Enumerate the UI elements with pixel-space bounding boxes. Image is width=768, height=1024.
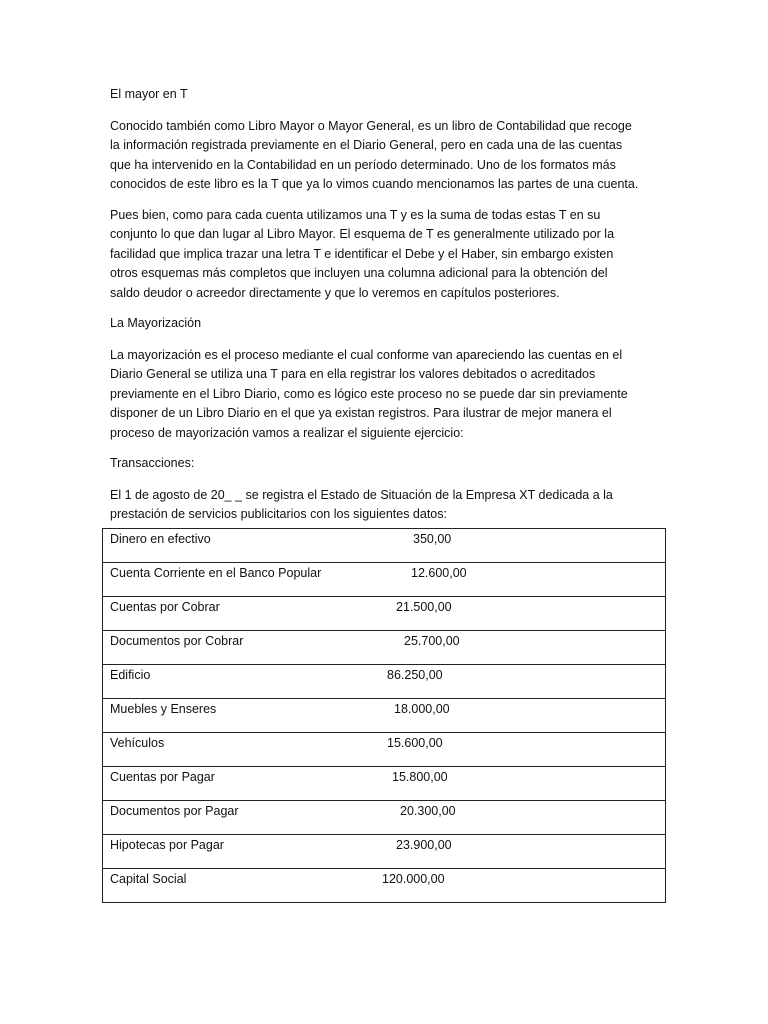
account-amount: 25.700,00 (404, 634, 460, 648)
paragraph-line: previamente en el Libro Diario, como es lógico este proceso no se puede dar sin previamente (110, 386, 628, 401)
document-body (110, 85, 666, 536)
table-row (103, 835, 666, 869)
paragraph-line: facilidad que implica trazar una letra T e identificar el Debe y el Haber, sin embargo existen (110, 246, 614, 261)
table-cell (103, 631, 666, 665)
document-title: El mayor en T (110, 87, 188, 101)
account-amount: 120.000,00 (382, 872, 445, 886)
account-amount: 23.900,00 (396, 838, 452, 852)
table-cell (103, 869, 666, 903)
account-name: Documentos por Cobrar (110, 634, 244, 648)
table-row (103, 869, 666, 903)
table-cell (103, 529, 666, 563)
account-name: Capital Social (110, 872, 187, 886)
account-amount: 15.800,00 (392, 770, 448, 784)
paragraph-mayorizacion (110, 346, 666, 444)
table-cell (103, 733, 666, 767)
account-name: Hipotecas por Pagar (110, 838, 224, 852)
account-amount: 18.000,00 (394, 702, 450, 716)
paragraph-line: prestación de servicios publicitarios con los siguientes datos: (110, 507, 447, 521)
table-row (103, 529, 666, 563)
account-amount: 15.600,00 (387, 736, 443, 750)
paragraph-line: la información registrada previamente en el Diario General, pero en cada una de las cuentas (110, 138, 623, 152)
account-amount: 12.600,00 (411, 566, 467, 580)
table-cell (103, 801, 666, 835)
table-row (103, 597, 666, 631)
account-name: Cuentas por Pagar (110, 770, 215, 784)
table-cell (103, 699, 666, 733)
table-row (103, 767, 666, 801)
paragraph-line: disponer de un Libro Diario en el que ya existan registros. Para ilustrar de mejor manera el (110, 406, 612, 420)
paragraph-line: El 1 de agosto de 20_ _ se registra el Estado de Situación de la Empresa XT dedicada a la (110, 487, 613, 502)
account-amount: 350,00 (413, 532, 452, 546)
table-cell (103, 563, 666, 597)
account-amount: 21.500,00 (396, 600, 452, 614)
accounts-table-wrapper (102, 528, 666, 903)
table-row (103, 631, 666, 665)
paragraph-line: saldo deudor o acreedor directamente y que lo veremos en capítulos posteriores. (110, 285, 560, 300)
table-row (103, 801, 666, 835)
section-heading-mayorizacion: La Mayorización (110, 316, 202, 330)
table-row (103, 733, 666, 767)
section-heading-transacciones: Transacciones: (110, 456, 195, 470)
account-name: Cuenta Corriente en el Banco Popular (110, 566, 322, 580)
paragraph-line: conocidos de este libro es la T que ya lo vimos cuando mencionamos las partes de una cuenta. (110, 177, 639, 191)
table-row (103, 665, 666, 699)
account-name: Dinero en efectivo (110, 532, 211, 546)
account-amount: 86.250,00 (387, 668, 443, 682)
paragraph-estado-situacion (110, 486, 666, 525)
accounts-table (102, 528, 666, 903)
table-cell (103, 665, 666, 699)
account-amount: 20.300,00 (400, 804, 456, 818)
paragraph-line: que ha intervenido en la Contabilidad en un período determinado. Uno de los formatos más (110, 157, 616, 172)
paragraph-line: La mayorización es el proceso mediante el cual conforme van apareciendo las cuentas en el (110, 347, 623, 362)
table-row (103, 699, 666, 733)
account-name: Muebles y Enseres (110, 702, 217, 716)
paragraph-line: Diario General se utiliza una T para en ella registrar los valores debitados o acreditados (110, 367, 596, 381)
account-name: Vehículos (110, 736, 165, 750)
account-name: Documentos por Pagar (110, 804, 239, 818)
table-cell (103, 835, 666, 869)
paragraph-line: Pues bien, como para cada cuenta utilizamos una T y es la suma de todas estas T en su (110, 207, 601, 222)
table-cell (103, 597, 666, 631)
paragraph-libro-mayor (110, 117, 666, 195)
account-name: Edificio (110, 668, 151, 682)
paragraph-esquema-t (110, 206, 666, 304)
table-cell (103, 767, 666, 801)
paragraph-line: proceso de mayorización vamos a realizar el siguiente ejercicio: (110, 425, 464, 440)
account-name: Cuentas por Cobrar (110, 600, 220, 614)
paragraph-line: otros esquemas más completos que incluyen una columna adicional para la obtención del (110, 266, 608, 280)
table-row (103, 563, 666, 597)
paragraph-line: conjunto lo que dan lugar al Libro Mayor. El esquema de T es generalmente utilizado por la (110, 227, 615, 241)
paragraph-line: Conocido también como Libro Mayor o Mayor General, es un libro de Contabilidad que recoge (110, 118, 632, 133)
